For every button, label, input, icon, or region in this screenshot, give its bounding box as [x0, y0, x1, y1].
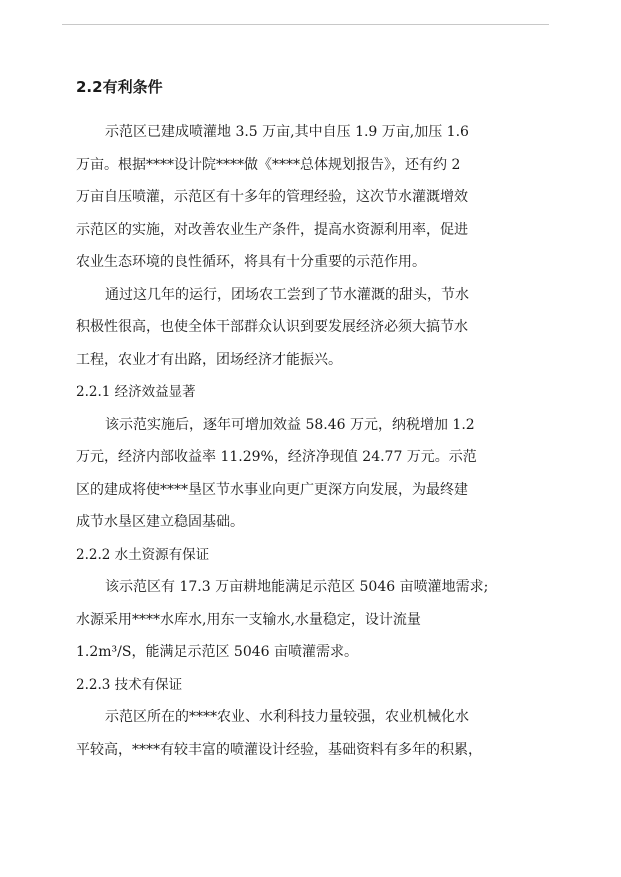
subsection-economic-benefit: [76, 376, 556, 539]
paragraph-2: [76, 279, 556, 377]
subsection-water-land-resources: [76, 539, 556, 669]
document-body: [76, 76, 556, 766]
paragraph-line: 平较高，****有较丰富的喷灌设计经验，基础资料有多年的积累，: [76, 741, 482, 758]
paragraph-1: [76, 116, 556, 279]
paragraph-line: 该示范区有 17.3 万亩耕地能满足示范区 5046 亩喷灌地需求;: [105, 579, 489, 595]
paragraph-line: 农业生态环境的良性循环，将具有十分重要的示范作用。: [76, 254, 426, 270]
paragraph-line: 成节水垦区建立稳固基础。: [76, 514, 244, 530]
paragraph-line: 示范区所在的****农业、水利科技力量较强，农业机械化水: [105, 709, 469, 725]
subsection-heading: 2.2.2 水土资源有保证: [76, 546, 210, 563]
paragraph-line: 积极性很高，也使全体干部群众认识到要发展经济必须大搞节水: [76, 319, 468, 335]
paragraph-line: 示范区已建成喷灌地 3.5 万亩,其中自压 1.9 万亩,加压 1.6: [105, 124, 469, 140]
subsection-heading: 2.2.1 经济效益显著: [76, 384, 196, 400]
section-heading: 2.2有利条件: [76, 78, 163, 96]
paragraph-line: 万亩自压喷灌，示范区有十多年的管理经验，这次节水灌溉增效: [76, 189, 468, 205]
paragraph-line: 该示范实施后，逐年可增加效益 58.46 万元，纳税增加 1.2: [105, 416, 475, 433]
paragraph-line: 水源采用****水库水,用东一支输水,水量稳定，设计流量: [76, 611, 421, 628]
subsection-heading: 2.2.3 技术有保证: [76, 676, 183, 693]
header-rule: [62, 24, 549, 25]
paragraph-line: 万亩。根据****设计院****做《****总体规划报告》，还有约 2: [76, 156, 461, 173]
paragraph-line: 万元，经济内部收益率 11.29%，经济净现值 24.77 万元。示范: [76, 449, 477, 465]
paragraph-line: 区的建成将使****垦区节水事业向更广更深方向发展，为最终建: [76, 481, 468, 498]
paragraph-line: 1.2m³/S，能满足示范区 5046 亩喷灌需求。: [76, 644, 358, 660]
paragraph-line: 示范区的实施，对改善农业生产条件，提高水资源利用率，促进: [76, 221, 468, 238]
paragraph-line: 工程，农业才有出路，团场经济才能振兴。: [76, 351, 342, 368]
subsection-technology: [76, 669, 556, 767]
paragraph-line: 通过这几年的运行，团场农工尝到了节水灌溉的甜头，节水: [105, 286, 469, 303]
